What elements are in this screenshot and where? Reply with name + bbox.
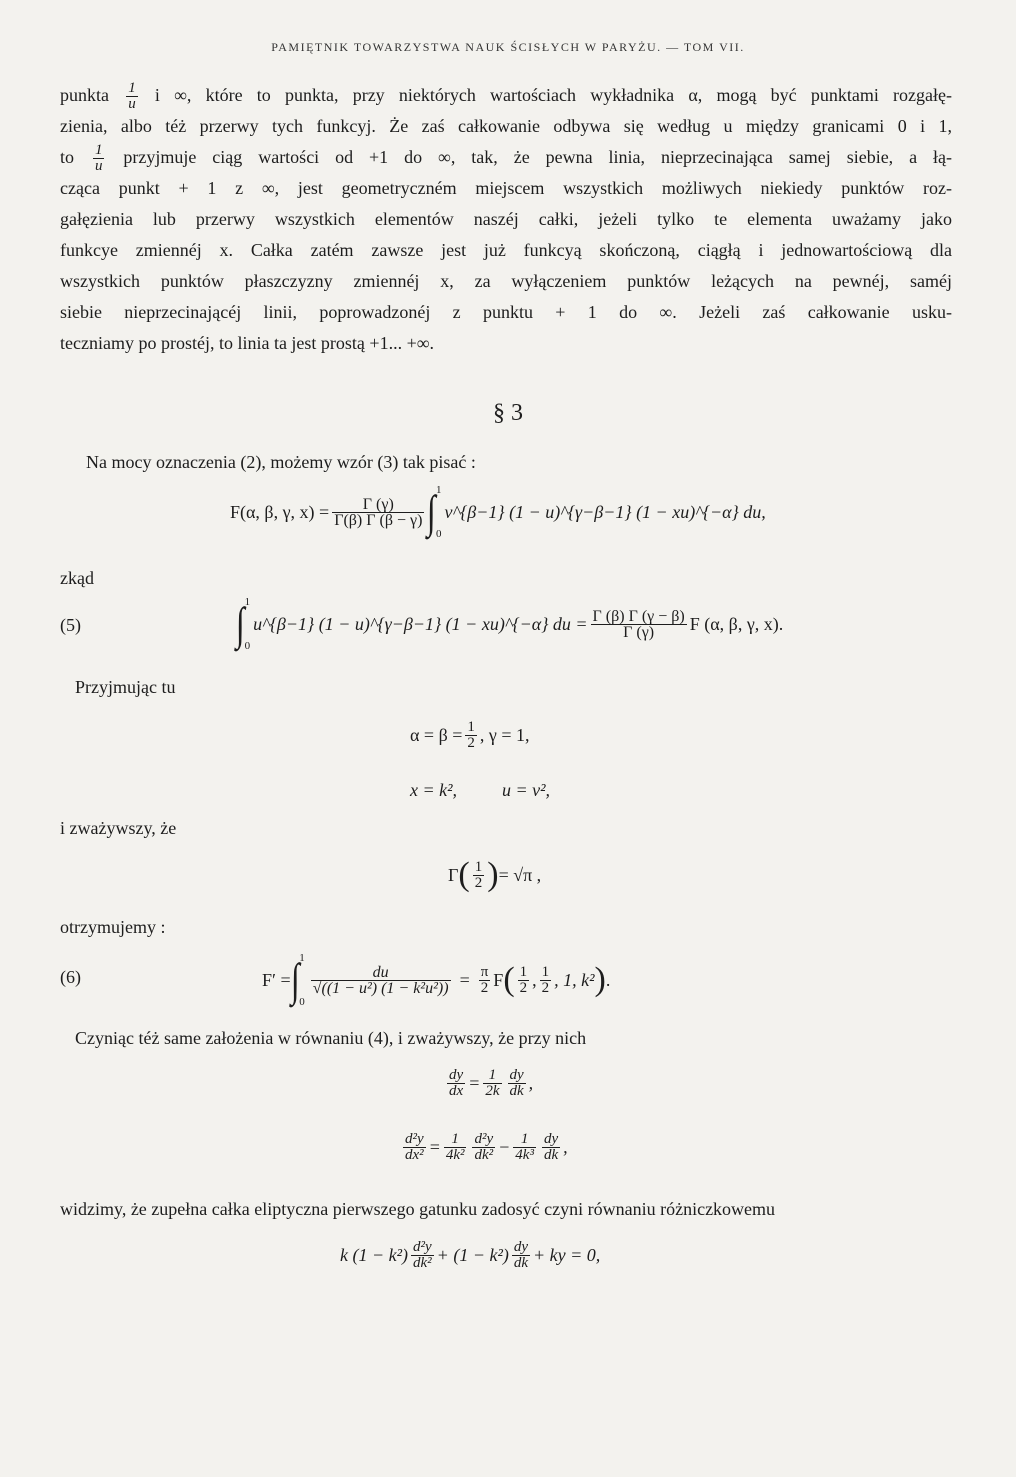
eq-lhs: F(α, β, γ, x) =: [230, 501, 330, 522]
integral-sign: ∫: [290, 954, 300, 1005]
fraction-d2y-dk2: $\frac{\text{d²y}}{\text{dk²}}$: [413, 1239, 432, 1271]
fraction-one-half: $\frac{1}{2}$: [474, 858, 483, 891]
comma: ,: [528, 1073, 534, 1093]
text-line: wszystkich punktów płaszczyzny zmiennéj x, za wyłączeniem punktów leżących na pewnéj, saméj: [60, 271, 952, 291]
text-line: zienia, albo téż przerwy tych funkcyj. Że zaś całkowanie odbywa się według u między granicami 0 i 1,: [60, 116, 952, 136]
fraction-dy-dk: $\frac{dy}{dk}$: [543, 1131, 559, 1163]
equation-second-derivative: [400, 1132, 568, 1163]
equals-sign: =: [428, 1137, 441, 1157]
equation-first-derivative: [444, 1068, 533, 1099]
text-intro-formula: Na mocy oznaczenia (2), możemy wzór (3) tak pisać :: [86, 452, 476, 472]
text-line: siebie nieprzecinającéj linii, poprowadzonéj z punktu + 1 do ∞. Jeżeli zaś całkowanie usku-: [60, 302, 952, 322]
text-line: cząca punkt + 1 z ∞, jest geometryczném miejscem wszystkich możliwych niekiedy punktów roz-: [60, 178, 952, 198]
text-line: teczniamy po prostéj, to linia ta jest prostą +1... +∞.: [60, 333, 435, 353]
paragraph-intro: [60, 80, 952, 359]
equation-number-5: (5): [60, 615, 81, 635]
text-otrzymujemy: otrzymujemy :: [60, 917, 166, 937]
gamma-symbol: Γ: [448, 864, 459, 885]
integral-limits: 1 0: [436, 484, 442, 540]
fraction-gamma: $\frac{\Gamma (\beta) \Gamma (\gamma - \beta)}{\Gamma (\gamma)}$: [592, 607, 685, 641]
text-line: [60, 80, 952, 111]
equation-number-6: (6): [60, 967, 81, 987]
equals-sign: =: [468, 1073, 481, 1093]
paren-open: (: [458, 856, 470, 893]
subs-text: α = β =: [410, 725, 463, 745]
equation-differential: [340, 1240, 600, 1271]
equals-sign: =: [459, 969, 470, 990]
fraction-one-over-u: $\frac{1}{u}$: [94, 142, 103, 175]
gamma-rhs: = √π ,: [498, 864, 542, 885]
text-przyjmujac: Przyjmując tu: [75, 677, 176, 697]
text-czyniac: Czyniąc téż same założenia w równaniu (4), i zważywszy, że przy nich: [75, 1028, 587, 1048]
minus-sign: −: [498, 1137, 511, 1157]
text-fragment: punkta: [60, 85, 109, 105]
eq-term: + ky = 0,: [533, 1245, 601, 1265]
text-fragment: przyjmuje ciąg wartości od +1 do ∞, tak, że pewna linia, nieprzecinająca samej siebie, a łą-: [123, 147, 953, 167]
text-line: funkcye zmiennéj x. Całka zatém zawsze jest już funkcyą skończoną, ciągłą i jednowartościową dla: [60, 240, 952, 260]
equation-6: F′ = ∫ 1 0 $\frac{du}{\text{√((1 − u²) (1 − k²u²))}}$ = $\frac{\pi}{2}$ F ( $\frac{1}{2}$ , $\frac{1}{2}$ , 1, k² ) .: [262, 952, 611, 1008]
fraction-one-over-2k: $\frac{1}{2k}$: [485, 1067, 500, 1099]
running-header: PAMIĘTNIK TOWARZYSTWA NAUK ŚCISŁYCH W PARYŻU. — TOM VII.: [271, 40, 745, 54]
eq-term: k (1 − k²): [340, 1245, 409, 1265]
text-line: gałęzienia lub przerwy wszystkich elementów naszéj całki, jeżeli tylko te elementa uważamy jako: [60, 209, 952, 229]
eq-lhs: F′ =: [262, 969, 291, 990]
substitutions-line-2: x = k², u = v²,: [410, 780, 551, 800]
fraction-pi-half: $\frac{\pi}{2}$: [480, 963, 489, 996]
fraction-dy-dx: $\frac{dy}{dx}$: [449, 1067, 464, 1099]
equation-gamma-half: [448, 858, 541, 892]
integral-sign: ∫: [427, 486, 437, 537]
text-widzimy: widzimy, że zupełna całka eliptyczna pierwszego gatunku zadosyć czyni równaniu różniczkowemu: [60, 1199, 776, 1219]
fraction-d2y-dk2: $\frac{\text{d²y}}{\text{dk²}}$: [474, 1131, 494, 1163]
paren-close: ): [594, 961, 606, 998]
fraction-one-over-4k2: $\frac{1}{\text{4k²}}$: [445, 1131, 465, 1163]
fraction-one-over-4k3: $\frac{1}{\text{4k³}}$: [515, 1131, 534, 1163]
substitutions-line-1: [410, 720, 530, 751]
fraction-d2y-dx2: $\frac{\text{d²y}}{\text{dx²}}$: [405, 1131, 424, 1163]
integrand: u^{β−1} (1 − u)^{γ−β−1} (1 − xu)^{−α} du =: [253, 613, 588, 634]
integrand: v^{β−1} (1 − u)^{γ−β−1} (1 − xu)^{−α} du,: [444, 501, 766, 522]
args-tail: , 1, k²: [554, 969, 595, 990]
fraction-dy-dk: $\frac{dy}{dk}$: [513, 1239, 529, 1271]
fraction-elliptic-integrand: $\frac{du}{\text{√((1 − u²) (1 − k²u²))}}$: [312, 963, 449, 997]
comma: ,: [563, 1137, 568, 1157]
fraction-one-over-u: $\frac{1}{u}$: [128, 80, 136, 113]
equation-hypergeometric: [230, 484, 766, 540]
fraction-dy-dk: $\frac{dy}{dk}$: [509, 1067, 524, 1099]
text-line: [60, 142, 952, 173]
text-zkad: zkąd: [60, 568, 94, 588]
eq-term: + (1 − k²): [436, 1245, 509, 1265]
paren-open: (: [503, 961, 515, 998]
fraction-one-half: $\frac{1}{2}$: [467, 719, 475, 751]
integral-limits: 1 0: [244, 596, 251, 652]
equation-5: [236, 596, 783, 652]
fraction-one-half: $\frac{1}{2}$: [519, 963, 528, 996]
text-zwazywszy: i zważywszy, że: [60, 818, 177, 838]
period: .: [605, 969, 611, 990]
integral-limits: 1 0: [299, 952, 305, 1008]
text-fragment: to: [60, 147, 75, 167]
integral-sign: ∫: [235, 598, 245, 649]
section-heading: § 3: [493, 400, 523, 426]
paren-close: ): [487, 856, 499, 893]
fraction-one-half: $\frac{1}{2}$: [541, 963, 550, 996]
fraction-gamma: $\frac{\Gamma (\gamma)}{\Gamma(\beta) \Gamma (\beta - \gamma)}$: [334, 495, 423, 529]
hypergeometric-F: F: [493, 969, 504, 990]
eq-rhs: F (α, β, γ, x).: [689, 613, 784, 634]
text-fragment: i ∞, które to punkta, przy niektórych wartościach wykładnika α, mogą być punktami rozgałę-: [154, 85, 953, 105]
subs-text: , γ = 1,: [479, 725, 530, 745]
